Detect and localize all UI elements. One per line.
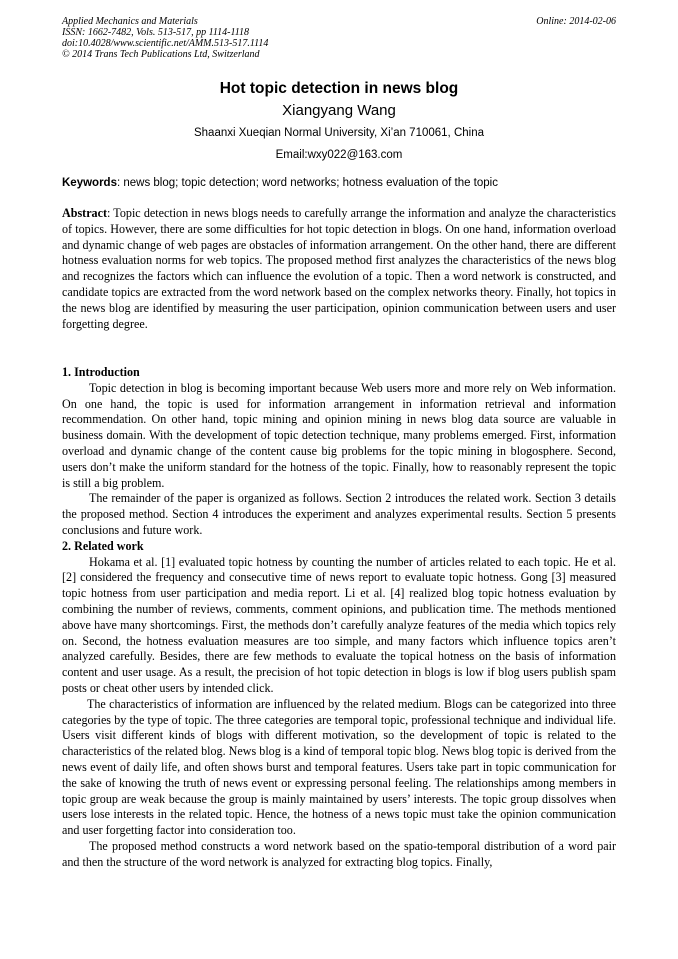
journal-name: Applied Mechanics and Materials (62, 16, 198, 27)
abstract-text: : Topic detection in news blogs needs to carefully arrange the information and analyze the characteristics of topics. However, there are some difficulties for hot topic detection in blogs. On one hand, information overload and dynamic change of web pages are obstacles of information arrangement. On the other hand, there are different hotness evaluation norms for web topics. The proposed method first analyzes the characteristics of the news blog and recognizes the factors which can influence the evolution of a topic. Then a word network is constructed, and candidate topics are extracted from the word network based on the complex networks theory. Finally, hot topics in the news blog are identified by measuring the user participation, opinion communication between users and user forgetting degree. (62, 206, 616, 331)
paragraph: The proposed method constructs a word network based on the spatio-temporal distribution of a word pair and then the structure of the word network is analyzed for extracting blog topics. Finally, (62, 838, 616, 869)
affiliation: Shaanxi Xueqian Normal University, Xi’an 710061, China (193, 127, 484, 139)
issn-line: ISSN: 1662-7482, Vols. 513-517, pp 1114-1118 (62, 27, 250, 38)
copyright-line: © 2014 Trans Tech Publications Ltd, Switzerland (62, 49, 260, 60)
paragraph: The characteristics of information are influenced by the related medium. Blogs can be categorized into three categories by the type of topic. The three categories are temporal topic, professional technique and individual life. Users visit different kinds of blogs with different motivation, so the development of topic is related to the characteristics of the related blog. News blog is a kind of temporal topic blog. News blog topic is derived from the news event of daily life, and often shows burst and temporal features. Users take part in topic communication for the sake of knowing the truth of news event or expressing personal feeling. The relationships among members in topic group are weak because the group is mainly maintained by users’ interests. The topic group dissolves when users lose interests in the related topic. Hence, the hotness of a news topic must take the opinion communication and user forgetting factor into consideration too. (62, 696, 616, 838)
online-date: Online: 2014-02-06 (536, 16, 616, 27)
doi-line: doi:10.4028/www.scientific.net/AMM.513-517.1114 (62, 38, 269, 49)
paragraph: The remainder of the paper is organized as follows. Section 2 introduces the related work. Section 3 details the proposed method. Section 4 introduces the experiment and analyzes experimental results. Section 5 presents conclusions and future work. (62, 491, 616, 537)
keywords-text: : news blog; topic detection; word networks; hotness evaluation of the topic (116, 177, 498, 189)
paragraph: Topic detection in blog is becoming important because Web users more and more rely on Web information. On one hand, the topic is used for information arrangement in information retrieval and information recommendation. On other hand, topic mining and opinion mining in news blog data source are valuable in business domain. With the development of topic detection technique, many problems emerged. First, information overload and dynamic change of the content cause big problems for the topic mining in blogosphere. Second, users don’t make the uniform standard for the hotness of the topic. Finally, how to reasonably represent the topic is still a big problem. (62, 380, 616, 490)
section-heading-introduction: 1. Introduction (62, 365, 140, 379)
abstract-label: Abstract (62, 206, 108, 220)
paper-title: Hot topic detection in news blog (219, 80, 459, 97)
keywords-label: Keywords (62, 177, 117, 189)
journal-header (62, 16, 268, 60)
author-email: Email:wxy022@163.com (275, 149, 403, 161)
section-heading-related-work: 2. Related work (62, 538, 144, 553)
abstract (62, 206, 616, 332)
main-text (62, 365, 616, 871)
keywords (62, 176, 616, 190)
author-name: Xiangyang Wang (282, 102, 396, 119)
paragraph: Hokama et al. [1] evaluated topic hotness by counting the number of articles related to each topic. He et al. [2] considered the frequency and consecutive time of news report to evaluate topic hotness. Gong [3] measured topic hotness from user participation and media report. Li et al. [4] realized blog topic hotness evaluation by combining the number of reviews, comments, comment opinions, and publication time. The methods mentioned above have many shortcomings. First, the methods don’t carefully analyze features of the media which topics rely on. Second, the hotness evaluation measures are too simple, and many factors which influence topics aren’t analyzed carefully. Besides, there are few methods to evaluate the topical hotness on the basis of information content and user usage. As a result, the precision of hot topic detection in blogs is low if blog users publish spam posts or cheat other users by intended click. (62, 554, 616, 695)
